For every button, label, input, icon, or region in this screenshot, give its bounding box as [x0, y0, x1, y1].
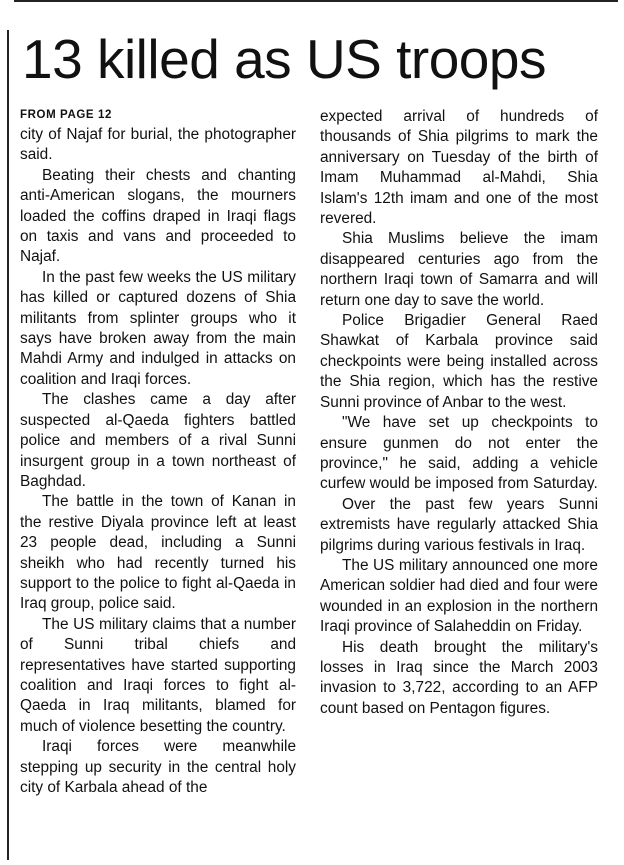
- paragraph: city of Najaf for burial, the photographer said.: [20, 126, 296, 164]
- paragraph: The US military announced one more American soldier had died and four were wounded in an explosion in the northern Iraqi province of Salaheddin on Friday.: [320, 556, 598, 636]
- paragraph: Police Brigadier General Raed Shawkat of Karbala province said checkpoints were being installed across the Shia region, which has the restive Sunni province of Anbar to the west.: [320, 312, 598, 411]
- top-rule: [14, 0, 618, 2]
- paragraph: expected arrival of hundreds of thousands of Shia pilgrims to mark the anniversary on Tuesday of the birth of Imam Muhammad al-Mahdi, Shia Islam's 12th imam and one of the most revered.: [320, 108, 598, 228]
- article-column-left: [20, 107, 296, 798]
- paragraph: Beating their chests and chanting anti-American slogans, the mourners loaded the coffins draped in Iraqi flags on taxis and vans and proceeded to Najaf.: [20, 166, 296, 266]
- paragraph: His death brought the military's losses in Iraq since the March 2003 invasion to 3,722, according to an AFP count based on Pentagon figures.: [320, 638, 598, 717]
- paragraph: Shia Muslims believe the imam disappeared centuries ago from the northern Iraqi town of Samarra and will return one day to save the world.: [320, 230, 598, 309]
- paragraph: The clashes came a day after suspected al-Qaeda fighters battled police and members of a rival Sunni insurgent group in a town northeast of Baghdad.: [20, 391, 296, 490]
- paragraph: The US military claims that a number of Sunni tribal chiefs and representatives have started supporting coalition and Iraqi forces to fight al-Qaeda in Iraq militants, blamed for much of violence besetting the country.: [20, 615, 296, 735]
- paragraph: "We have set up checkpoints to ensure gunmen do not enter the province," he said, adding a vehicle curfew would be imposed from Saturday.: [320, 414, 598, 493]
- paragraph: In the past few weeks the US military has killed or captured dozens of Shia militants from splinter groups who it says have broken away from the main Mahdi Army and indulged in attacks on coalition and Iraqi forces.: [20, 268, 296, 388]
- jump-line: FROM PAGE 12: [20, 109, 112, 121]
- article-column-right: [320, 107, 598, 719]
- headline: 13 killed as US troops: [22, 28, 546, 90]
- column-rule: [7, 30, 9, 860]
- paragraph: Over the past few years Sunni extremists have regularly attacked Shia pilgrims during various festivals in Iraq.: [320, 495, 598, 554]
- paragraph: Iraqi forces were meanwhile stepping up security in the central holy city of Karbala ahead of the: [20, 738, 296, 796]
- paragraph: The battle in the town of Kanan in the restive Diyala province left at least 23 people dead, including a Sunni sheikh who had recently turned his support to the police to fight al-Qaeda in Iraq group, police said.: [20, 493, 296, 613]
